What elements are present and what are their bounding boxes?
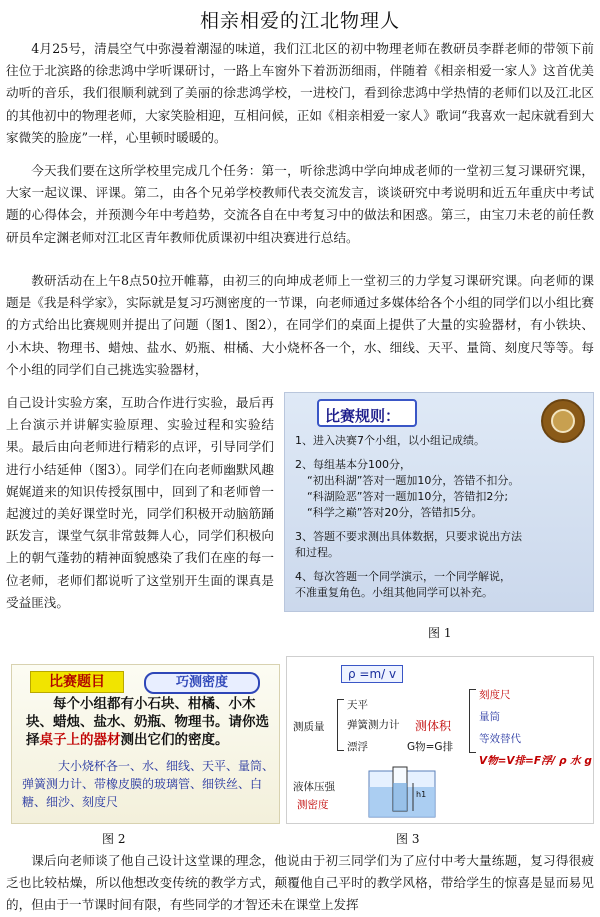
figure-3-caption: 图 3 bbox=[396, 832, 420, 846]
question-body: 每个小组都有小石块、柑橘、小木块、蜡烛、盐水、奶瓶、物理书。请你选择桌子上的器材测出它们的密度。 bbox=[26, 696, 269, 748]
pressure-sub-label: 测密度 bbox=[297, 799, 329, 811]
mass-method: 天平 bbox=[347, 699, 368, 711]
figure-1-contest-rules bbox=[284, 392, 594, 612]
rule-line: “科湖险恶”答对一题加10分，答错扣2分; bbox=[307, 490, 509, 503]
rule-line: 2、每组基本分100分， bbox=[295, 458, 411, 471]
paragraph-3-continued: 自己设计实验方案，互助合作进行实验，最后再上台演示并讲解实验原理、实验过程和实验结果。最后由向老师进行精彩的点评，引导同学们进行小结延伸（图3）。同学们在向老师幽默风趣娓娓道来的知识传授氛围中，回到了和老师曾一起渡过的美好课堂时光，同学们积极开动脑筋踊跃发言，课堂气氛非常鼓舞人心，同学们积极向上的朝气蓬勃的精神面貌感染了我们在座的每一位老师，老师们都说听了这堂别开生面的课真是受益匪浅。 bbox=[6, 395, 274, 610]
figure-3-density-summary bbox=[286, 656, 594, 824]
rule-line: 3、答题不要求测出具体数据，只要求说出方法 bbox=[295, 530, 522, 543]
volume-method: 量筒 bbox=[479, 711, 500, 723]
figure-1-caption: 图 1 bbox=[428, 626, 452, 640]
rule-line: 4、每次答题一个同学演示，一个同学解说， bbox=[295, 570, 511, 583]
rules-heading: 比赛规则： bbox=[325, 407, 401, 425]
rule-line: “科学之巅”答对20分，答错扣5分。 bbox=[307, 506, 483, 519]
figure-2-caption: 图 2 bbox=[102, 832, 126, 846]
paragraph-4: 课后向老师谈了他自己设计这堂课的理念，他说由于初三同学们为了应付中考大量练题，复习得很疲乏也比较枯燥，所以他想改变传统的教学方式，颠覆他自己平时的教学风格，带给学生的惊喜是显而易见的，但由于一节课时间有限，有些同学的才智还未在课堂上发挥 bbox=[6, 853, 594, 913]
paragraph-1: 4月25号，清晨空气中弥漫着潮湿的味道，我们江北区的初中物理老师在教研员李群老师的带领下前往位于北滨路的徐悲鸿中学听课研讨，一路上车窗外下着沥沥细雨，伴随着《相亲相爱一家人》这首优美动听的音乐，我们很顺利就到了美丽的徐悲鸿学校，一进校门，看到徐悲鸿中学热情的老师们以及江北区的其他初中的物理老师，大家笑脸相迎，互相问候，正如《相亲相爱一家人》歌词“我喜欢一起床就看到大家微笑的脸庞”一样，心里顿时暖暖的。 bbox=[6, 41, 594, 145]
rule-line: 1、进入决赛7个小组，以小组记成绩。 bbox=[295, 434, 485, 447]
h1-label: h1 bbox=[416, 790, 427, 799]
density-formula: ρ =m/ v bbox=[341, 665, 403, 683]
mass-method: 弹簧测力计 bbox=[347, 719, 400, 731]
rule-line: 不准重复角色。小组其他同学可以补充。 bbox=[295, 586, 493, 599]
volume-method: 刻度尺 bbox=[479, 689, 511, 701]
float-equation: G物=G排 bbox=[407, 741, 454, 753]
beaker-tube-icon bbox=[363, 765, 453, 821]
figure-2-contest-question bbox=[11, 664, 280, 824]
question-highlight: 桌子上的器材 bbox=[39, 732, 121, 748]
question-tag: 比赛题目 bbox=[30, 671, 124, 693]
volume-equation: V物=V排=F浮/ ρ 水 g bbox=[479, 755, 592, 767]
rule-line: “初出科湖”答对一题加10分，答错不扣分。 bbox=[307, 474, 520, 487]
mass-method: 漂浮 bbox=[347, 741, 368, 753]
volume-method: 等效替代 bbox=[479, 733, 521, 745]
equipment-list: 大小烧杯各一、水、细线、天平、量筒、弹簧测力计、带橡皮膜的玻璃管、细铁丝、白糖、细沙、刻度尺 bbox=[22, 759, 275, 809]
volume-label: 测体积 bbox=[415, 719, 452, 733]
question-art-title: 巧测密度 bbox=[144, 672, 260, 694]
paragraph-2: 今天我们要在这所学校里完成几个任务：第一，听徐悲鸿中学向坤成老师的一堂初三复习课研究课，大家一起议课、评课。第二，由各个兄弟学校教师代表交流发言，谈谈研究中考说明和近五年重庆中考试题的心得体会，并预测今年中考趋势，交流各自在中考复习中的做法和困惑。第三，由宝刀未老的前任教研员牟定渊老师对江北区青年教师优质课初中组决赛进行总结。 bbox=[6, 163, 594, 245]
pressure-label: 液体压强 bbox=[293, 781, 335, 793]
school-seal-icon bbox=[541, 399, 585, 443]
mass-label: 测质量 bbox=[293, 721, 325, 733]
paragraph-3: 教研活动在上午8点50拉开帷幕，由初三的向坤成老师上一堂初三的力学复习课研究课。向老师的课题是《我是科学家》，实际就是复习巧测密度的一节课，向老师通过多媒体给各个小组的同学们以小组比赛的方式给出比赛规则并提出了问题（图1、图2），在同学们的桌面上提供了大量的实验器材，有小铁块、小木块、物理书、蜡烛、盐水、奶瓶、柑橘、大小烧杯各一个，水、细线、天平、量筒、刻度尺等等。每个小组的同学们自己挑选实验器材， bbox=[6, 273, 594, 377]
rule-line: 和过程。 bbox=[295, 546, 339, 559]
page-title: 相亲相爱的江北物理人 bbox=[199, 10, 400, 32]
